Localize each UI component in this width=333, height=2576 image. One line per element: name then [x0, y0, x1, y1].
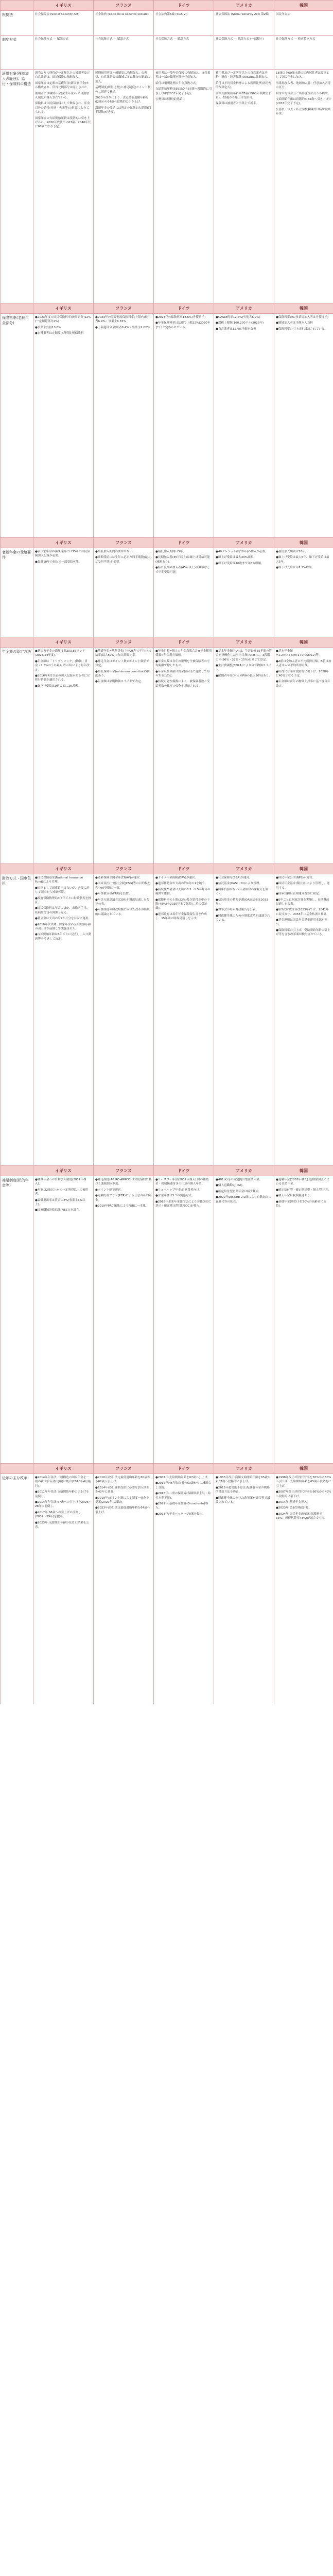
cell-text: ●2022年SECURE 2.0法により自動加入の義務化等の拡充。 [216, 1196, 272, 1204]
cell-text: 被用者及び一定所得以上の自営業者は老齢・遺族・障害保険(OASDI)に強制加入。 [216, 72, 270, 79]
cell-text: 社会保険方式 — 修正積立方式 [276, 38, 316, 41]
cell-text: ●上限超部分 被用者0.4%・事業主2.02% [95, 326, 150, 329]
cell-text: ●個人年金は税制優遇あり。 [276, 1194, 313, 1198]
cell-text: ●2023年の基礎制度保険料率(上限内)被用者6.9%・事業主8.55% [95, 316, 151, 324]
table-cell [274, 11, 333, 36]
column-header: フランス [94, 864, 154, 874]
cell-text: 社会保険方式 — 賦課方式 [95, 38, 129, 41]
cell-text: ●1983年改正:満額支給開始年齢を65歳から67歳へ段階的に引上げ。 [216, 1476, 271, 1484]
column-header: ドイツ [154, 1464, 214, 1474]
table-cell [154, 548, 214, 637]
table-row [1, 648, 333, 864]
comparison-table [0, 1463, 333, 1704]
cell-text: ●最低10年の加入で一部受給可能。 [35, 560, 82, 564]
section-basic [0, 0, 333, 303]
cell-text: ●国民保険料は年金のほか、求職者手当、疾病給付等の財源となる。 [35, 907, 90, 914]
column-header: ドイツ [154, 637, 214, 648]
cell-text: ●最低加入期間は5年。 [155, 550, 186, 553]
comparison-table [0, 303, 333, 537]
row-label: 適用対象(強制加入の範囲)、給付・保険料の構造 [1, 70, 33, 303]
cell-text: ●2021年:基礎年金加算(Grundrente)導入。 [155, 1502, 208, 1510]
cell-text: ●基本年金額(PIA)は、生涯最高35年間の賃金を指標化した平均月額(AIME)に、3段階の率(90%・32%・15%)を乗じて算定。 [216, 650, 272, 662]
column-header: フランス [94, 538, 154, 548]
cell-text: 満額年金の受給には所定の保険加入期間(四半期数)が必要。 [95, 106, 151, 114]
cell-text: 事業場加入者、地域加入者、任意加入者等の区分。 [276, 81, 331, 90]
cell-text: ●対象:22歳以上かつ一定所得以上の被用者。 [35, 1188, 89, 1196]
cell-text: ●2016年4月以前の加入記録がある者には移行措置が適用される。 [35, 674, 90, 682]
cell-text: ●補足年金はポイント数×ポイント価値で算定。 [95, 659, 149, 668]
column-header: アメリカ [214, 538, 274, 548]
table-cell [274, 1176, 333, 1464]
table-cell [94, 11, 154, 36]
comparison-table [0, 863, 333, 1165]
cell-text: ●OASDI税率12.4%(労使各6.2%) [216, 316, 260, 319]
cell-text: ●満額受給には生年に応じた四半期数(最大172四半期)が必要。 [95, 556, 151, 564]
table-row [1, 1474, 333, 1705]
cell-text: 被用者には職域年金(企業年金)への自動加入制度が導入されている。 [35, 92, 90, 100]
table-cell [154, 1176, 214, 1464]
cell-text: 保険料は国民保険料として徴収され、年金以外の給付(疾病・失業等)の財源にも充てられる。 [35, 102, 90, 114]
column-header: イギリス [33, 538, 94, 548]
cell-text: ●最低加入期間の要件はない。 [95, 550, 135, 553]
row-label: 近年の主な改革 [1, 1474, 33, 1705]
cell-text: 基礎制度(所得比例)と補足制度(ポイント制)の二階建て構造。 [95, 86, 152, 94]
section-coverage [0, 537, 333, 637]
table-cell [33, 648, 94, 864]
comparison-table [0, 0, 333, 303]
cell-text: 社会保障法 (Social Security Act) 第2編 [216, 13, 269, 16]
cell-text: ●原則として国庫負担はないが、必要に応じて国庫から補填可能。 [35, 886, 90, 894]
cell-text: ●2010年代以降、国家年金の支給開始年齢の引上げが前倒しで実施された。 [35, 923, 91, 931]
table-cell [94, 70, 154, 303]
cell-text: ●保険料率の引上げ、受給開始年齢の引上げ等を含む改革案が検討されている。 [276, 929, 330, 937]
table-row [1, 70, 333, 303]
cell-text: ●生計費調整(COLA)により毎年物価スライド。 [216, 664, 272, 672]
table-cell [274, 1474, 333, 1705]
column-header: ドイツ [154, 538, 214, 548]
cell-text: ●基礎年金=基準賃金(上位25年の平均)×支給率(最大50%)×加入期間比率。 [95, 650, 152, 657]
cell-text: ●保険料率の上限(22%)及び給付水準の下限(48%)を2025年まで保障(二重の保証線)。 [155, 898, 210, 910]
cell-text: ●2007年改正:所得代替率を60%から40%へ段階的に引下げ。 [276, 1490, 331, 1498]
cell-text: ●信託基金の枯渇予測(OASI基金は2033年)。 [216, 898, 268, 906]
comparison-table [0, 537, 333, 637]
cell-text: ●個人退職勘定(IRA)。 [216, 1184, 246, 1188]
header-corner [1, 1166, 33, 1176]
table-cell [214, 874, 274, 1166]
cell-text: ●2011年年金法:支給開始年齢の引上げを前倒し。 [35, 1490, 89, 1498]
section-finance [0, 863, 333, 1165]
column-header: 韓国 [274, 637, 333, 648]
cell-text: ●基本年金額=1.2×(A+B)×(1+0.05n/12)等。 [276, 650, 322, 657]
cell-text: ●連邦補助金が支出の約4分の1を賄う。 [155, 882, 208, 886]
table-cell [33, 1176, 94, 1464]
cell-text: ●2023年:年金パッケージII案を提出。 [155, 1512, 205, 1516]
cell-text: 公務員は別制度(恩給)。 [155, 98, 187, 101]
table-cell [274, 36, 333, 70]
cell-text: ●年金額は「トリプルロック」(物価・賃金・2.5%のうち最も高い率)により毎年改定。 [35, 659, 90, 672]
table-cell [33, 11, 94, 36]
cell-text: ●繰上げ受給は最大30%減額。 [216, 556, 256, 560]
table-cell [154, 11, 214, 36]
cell-text: 支給開始年齢は65歳から67歳へ段階的に引き上げ中(2031年完了予定)。 [155, 88, 212, 95]
table-cell [214, 1474, 274, 1705]
table-cell [214, 548, 274, 637]
cell-text: ●年金積立金(FRR)を設置。 [95, 892, 132, 896]
cell-text: ●年金保険料率は法律で上限22%(2030年まで)と定められている。 [155, 321, 211, 329]
cell-text: ●5年ごとに財政計算を実施し、長期財政見通しを公表。 [276, 898, 329, 906]
cell-text: ●年金額は原則物価スライドで改定。 [95, 680, 144, 684]
cell-text: ●2010年改革:法定最低退職年齢を60歳から62歳へ引上げ。 [95, 1476, 150, 1484]
cell-text: ●繰下げ受給は70歳まで年8%増額。 [216, 562, 264, 565]
header-corner [1, 1464, 33, 1474]
cell-text: ●新国家年金の満額受給には35年の国民保険加入記録が必要。 [35, 550, 91, 558]
section-benefit [0, 637, 333, 863]
cell-text: ●年金額は前年の物価上昇率に基づき毎年改定。 [276, 680, 330, 688]
cell-text: 18歳以上60歳未満の国内居住者は原則として国民年金に加入。 [276, 72, 329, 79]
row-label: 財政方式・国庫負担 [1, 874, 33, 1166]
cell-text: 公務員・軍人・私立学校教職員は特殊職域年金。 [276, 108, 331, 116]
cell-text: ●国庫負担(一般社会税(CSG)等の目的税を含む)が財源の一部。 [95, 882, 151, 890]
cell-text: ●年金方針評議会(COR)が財政見通しを毎年公表。 [95, 898, 150, 906]
column-header: イギリス [33, 1, 94, 11]
cell-text: ●最低保障年金(minimum contributif)制度あり。 [95, 670, 150, 678]
section-rate [0, 303, 333, 537]
cell-text: ●2007年:支給開始年齢を67歳へ引上げ。 [155, 1476, 211, 1479]
cell-text: ●最低拠出率は賃金の8%(事業主3%以上)。 [35, 1198, 85, 1207]
cell-text: ●社会保障庁(SSA)が運営。 [216, 876, 252, 879]
cell-text: ●第5次財政計算(2023年)では、2041年に収支赤字、2055年に基金枯渇と推計。 [276, 908, 329, 916]
cell-text: ●国家職域貯蓄信託(NEST)を設立。 [35, 1209, 82, 1212]
column-header: アメリカ [214, 1464, 274, 1474]
table-cell [154, 1474, 214, 1705]
table-cell [214, 11, 274, 36]
cell-text: ●積立金は支出の約2か月分を目安に運用。 [35, 917, 92, 921]
column-header: ドイツ [154, 864, 214, 874]
cell-text: 国家年金の支給開始年齢は段階的に引き上げられ、2020年代後半に67歳、2040年代に68歳となる予定。 [35, 116, 91, 129]
column-header: アメリカ [214, 1166, 274, 1176]
cell-text: ●財政健全化のための制度改革が議論されている。 [216, 914, 270, 922]
cell-text: ●2018年:二重の保証線(保険料率上限・給付水準下限)。 [155, 1492, 211, 1500]
column-header: アメリカ [214, 637, 274, 648]
row-label: 補足制度(私的年金等) [1, 1176, 33, 1464]
cell-text: ●繰下げ受給は9週ごとに1%増額。 [35, 684, 82, 688]
table-cell [274, 70, 333, 303]
column-header: フランス [94, 1, 154, 11]
cell-text: 社会保障法 (Social Security Act) [35, 13, 80, 16]
cell-text: ●2014年年金法:二層構造の国家年金を一層の新国家年金(定額)に統合(2016年4月施行)。 [35, 1476, 91, 1488]
cell-text: ●2023年の保険料率18.6%(労使折半) [155, 316, 206, 319]
table-row [1, 36, 333, 70]
cell-text: ●政府保険数理局が5年ごとに財政状況を検証。 [35, 896, 92, 905]
column-header: イギリス [33, 303, 94, 314]
table-cell [274, 648, 333, 864]
cell-text: 給付は均等部分と所得比例部分から構成。 [276, 92, 331, 95]
cell-text: 保険料は被用者と事業主で折半。 [216, 102, 259, 106]
cell-text: ●自営業者は12.4%全額を負担 [216, 327, 256, 331]
header-corner [1, 864, 33, 874]
column-header: 韓国 [274, 303, 333, 314]
column-header: 韓国 [274, 538, 333, 548]
cell-text: ●支給開始年齢は6年ごとに見直し、人口動態等を考慮して決定。 [35, 933, 92, 941]
cell-text: ●地域加入者は全額本人負担 [276, 321, 313, 325]
column-header: フランス [94, 637, 154, 648]
cell-text: 給付は報酬比例の年金点数方式。 [155, 81, 199, 85]
cell-text: ●ドイツ年金保険(DRV)が運営。 [155, 876, 198, 879]
column-header: 韓国 [274, 1, 333, 11]
table-cell [94, 874, 154, 1166]
table-cell [94, 314, 154, 538]
cell-text: ●2023年:第5次財政計算。 [276, 1506, 312, 1510]
cell-text: ●長期加入者(35年以上)は繰上げ受給可能(減額あり)。 [155, 556, 210, 564]
table-row [1, 1176, 333, 1464]
cell-text: 支給開始年齢は段階的に65歳へ引き上げ中(2033年完了予定)。 [276, 98, 331, 106]
table-cell [33, 70, 94, 303]
cell-text: ●退職貯蓄プラン(PER)による任意の私的年金。 [95, 1194, 152, 1202]
cell-text: ●2019年:ポイント制による制度一元化を提案(2020年に凍結)。 [95, 1496, 149, 1504]
column-header: ドイツ [154, 303, 214, 314]
cell-text: ●持続性準備金は支出の0.2〜1.5か月分の範囲で維持。 [155, 888, 211, 896]
cell-text: ●繰下げ受給は年7.2%増額。 [276, 566, 315, 570]
cell-text: ●老齢保険全国金庫(CNAV)が運営。 [95, 876, 143, 879]
cell-text: ●A値は全加入者の平均所得月額、B値は加入者本人の平均所得月額。 [276, 659, 331, 668]
header-corner [1, 538, 33, 548]
table-cell [94, 36, 154, 70]
table-row [1, 314, 333, 538]
cell-text: ●確定給付型企業年金は減少傾向。 [216, 1190, 261, 1193]
cell-text: ●自営業者は定額及び所得比例保険料 [35, 332, 84, 335]
cell-text: 2023年改革により、法定最低退職年齢を62歳から64歳へ段階的に引き上げ。 [95, 96, 149, 104]
column-header: ドイツ [154, 1, 214, 11]
table-cell [94, 1176, 154, 1464]
cell-text: 被用者は一般年金保険に強制加入。自営業者は一部の職種を除き任意加入。 [155, 72, 211, 79]
cell-text: ●基礎年金(所得下位70%の高齢者に支給)。 [276, 1200, 326, 1208]
cell-text: 年金法典 (Code de la sécurité sociale) [95, 13, 149, 16]
column-header: アメリカ [214, 303, 274, 314]
cell-text: ●2023年:支給開始年齢の見直し結果を公表。 [35, 1521, 89, 1529]
cell-text: ●職域年金への自動加入制度(2012年導入)。 [35, 1178, 86, 1186]
table-cell [33, 548, 94, 637]
cell-text: ●最低加入期間は10年。 [276, 550, 308, 553]
table-cell [274, 314, 333, 538]
table-cell [94, 648, 154, 864]
cell-text: ●2014年:45年加入者の63歳からの減額なし受給。 [155, 1482, 211, 1489]
column-header: 韓国 [274, 1166, 333, 1176]
table-cell [33, 314, 94, 538]
cell-text: 社会保険方式 — 賦課方式 (一部積立) [216, 38, 264, 41]
column-header: イギリス [33, 637, 94, 648]
row-label: 制度方式 [1, 36, 33, 70]
table-cell [94, 1474, 154, 1705]
cell-text: ●国民年金基金(積立金)により管理し、運用する。 [276, 882, 330, 890]
table-cell [274, 874, 333, 1166]
cell-text: ●信託基金(OASI・DI)により管理。 [216, 882, 262, 886]
cell-text: ●繰上げ受給は最大5年、繰下げ受給は最大5年。 [276, 556, 329, 564]
cell-text: ●2019年PACTE法によりPERに一本化。 [95, 1205, 149, 1208]
column-header: フランス [94, 1464, 154, 1474]
cell-text: ●1998年改正:所得代替率を70%から60%へ引下げ、支給開始年齢を65歳へ段階的に引上げ。 [276, 1476, 331, 1488]
cell-text: 給付は平均賃金指標による所得比例(再分配的な算定式)。 [216, 81, 272, 90]
cell-text: ●国民保険基金(National Insurance Fund)により管理。 [35, 876, 83, 884]
cell-text: ●持続可能性係数により、被保険者数と受給者数の比率の変化が反映される。 [155, 680, 210, 688]
column-header: 韓国 [274, 1464, 333, 1474]
cell-text: ●2023年度の国民保険料率(被用者分)12%(一定額超部分2%) [35, 316, 91, 324]
cell-text: ●特に長期の加入者(45年以上)は減額なしで早期受給可能。 [155, 566, 210, 574]
column-header: ドイツ [154, 1166, 214, 1176]
cell-text: ●配偶者年金(本人のPIAの最大50%)あり。 [216, 674, 272, 678]
cell-text: ●年金現在価値は賃金動向等に連動して毎年7月に改定。 [155, 670, 210, 678]
table-cell [214, 36, 274, 70]
table-cell [214, 70, 274, 303]
cell-text: ●基金運用は国民年金基金運用本部が担当。 [276, 919, 327, 926]
cell-text: ●2015年超党派予算法:配偶者年金の戦略的受給方法を廃止。 [216, 1486, 270, 1494]
cell-text: ●企業年金は5つの実施方式。 [155, 1194, 195, 1198]
row-label: 根拠法 [1, 11, 33, 36]
cell-text: ●ポイント制で運営。 [95, 1188, 124, 1192]
cell-text: ●財政健全化に向けた改革案が議会等で議論されている。 [216, 1496, 270, 1504]
table-cell [154, 314, 214, 538]
cell-text: ●リースター年金(2002年導入):国の補助金・税制優遇付きの任意の個人年金。 [155, 1178, 209, 1186]
column-header: イギリス [33, 864, 94, 874]
cell-text: 社会法典第6編 (SGB VI) [155, 13, 188, 16]
cell-text: ●2018年企業年金強化法により労使協約に基づく確定拠出型(純粋DC)が導入。 [155, 1200, 212, 1208]
cell-text: ●年金制度の財政均衡に向けた改革が継続的に議論されている。 [95, 908, 150, 916]
table-cell [154, 648, 214, 864]
section-recent [0, 1463, 333, 1704]
table-cell [274, 548, 333, 637]
cell-text: ●国庫負担はない(年金給付の課税分を除く)。 [216, 888, 269, 896]
cell-text: ●確定給付型・確定拠出型・個人型(IRP)。 [276, 1188, 331, 1192]
row-label: 老齢年金の受給要件 [1, 548, 33, 637]
cell-text: ●退職年金(2005年導入):退職金制度に代わる企業年金。 [276, 1178, 329, 1186]
cell-text: ●年金月額=個人の年金点数合計×年金種別係数×年金現在価値。 [155, 650, 212, 657]
table-row [1, 11, 333, 36]
column-header: イギリス [33, 1464, 94, 1474]
row-label: 年金額の算定方法 [1, 648, 33, 864]
table-cell [94, 548, 154, 637]
cell-text: 民間被用者は一般制度に強制加入。公務員、自営業者等は職域ごとに独自の制度に加入。 [95, 72, 150, 83]
table-cell [33, 1474, 94, 1705]
cell-text: ●保険料率9%(事業場加入者は労使折半) [276, 316, 329, 319]
cell-text: ●保険料率の引上げが議論されている。 [276, 327, 327, 331]
cell-text: 週当たりの所得が一定額以上の被用者及び自営業者は、国民保険に強制加入。 [35, 72, 90, 79]
column-header: 韓国 [274, 864, 333, 874]
table-cell [154, 36, 214, 70]
cell-text: ●401(k)等の確定拠出型企業年金。 [216, 1178, 262, 1181]
comparison-table [0, 637, 333, 863]
cell-text: 満額支給開始年齢は67歳(1960年以降生まれ)。62歳から繰上げ受給可。 [216, 92, 271, 100]
section-supplement [0, 1165, 333, 1463]
header-corner [1, 1, 33, 11]
cell-text: ●リュールップ年金:自営業者向け。 [155, 1188, 202, 1192]
cell-text: ●国民年金公団(NPS)が運営。 [276, 876, 316, 879]
cell-text: ●所得代替率は段階的に引下げ、2028年に40%となる予定。 [276, 670, 329, 678]
column-header: アメリカ [214, 1, 274, 11]
column-header: フランス [94, 303, 154, 314]
table-cell [33, 874, 94, 1166]
cell-text: ●2024年:国民年金改革案(保険料率13%、所得代替率43%)が国会で可決。 [276, 1512, 327, 1520]
column-header: アメリカ [214, 864, 274, 874]
cell-text: ●2014年年金法:67歳への引上げを2026〜28年に前倒し。 [35, 1501, 92, 1509]
table-cell [214, 648, 274, 864]
cell-text: 社会保険方式 — 賦課方式 [155, 38, 189, 41]
cell-text: ●新国家年金の満額は週203.85ポンド(2023/24年度)。 [35, 650, 85, 657]
table-cell [154, 70, 214, 303]
row-label: 保険料率(老齢年金部分) [1, 314, 33, 538]
cell-text: ●理事会が毎年財政報告を公表。 [216, 908, 259, 912]
cell-text: ●年金点数は各年の報酬を全被保険者の平均報酬で除したもの。 [155, 659, 210, 668]
table-cell [33, 36, 94, 70]
column-header: フランス [94, 1166, 154, 1176]
header-corner [1, 637, 33, 648]
table-cell [154, 874, 214, 1166]
cell-text: ●課税上限額 160,200ドル(2023年) [216, 321, 264, 325]
cell-text: ●40クレジット(約10年)の加入が必要。 [216, 550, 268, 553]
cell-text: ●補足制度(AGIRC-ARRCO)は労使協約に基づく強制加入制度。 [95, 1178, 152, 1186]
table-cell [214, 314, 274, 538]
cell-text: ●2023年改革:法定最低退職年齢を64歳へ引上げ。 [95, 1506, 150, 1514]
table-row [1, 548, 333, 637]
cell-text: ●事業主負担13.8% [35, 326, 61, 329]
cell-text: 国家年金は定額の基礎年金(新国家年金)から構成され、所得比例部分は廃止された。 [35, 81, 90, 90]
cell-text: ●2017年:68歳への引上げの前倒し(2037〜39年)を提案。 [35, 1511, 81, 1519]
table-row [1, 874, 333, 1166]
header-corner [1, 303, 33, 314]
cell-text: ●2014年改革:満額受給に必要な加入期間を43年に延長。 [95, 1486, 149, 1494]
comparison-table [0, 1165, 333, 1463]
table-cell [214, 1176, 274, 1464]
cell-text: ●連邦政府は毎年年金保険報告書を作成し、15年間の財政見通しを示す。 [155, 912, 207, 921]
cell-text: ●2014年:基礎年金導入。 [276, 1501, 310, 1504]
column-header: イギリス [33, 1166, 94, 1176]
cell-text: 国民年金法 [276, 13, 290, 16]
cell-text: 社会保険方式 — 賦課方式 [35, 38, 69, 41]
cell-text: ●国庫負担は管理運営費等に限定。 [276, 892, 322, 896]
